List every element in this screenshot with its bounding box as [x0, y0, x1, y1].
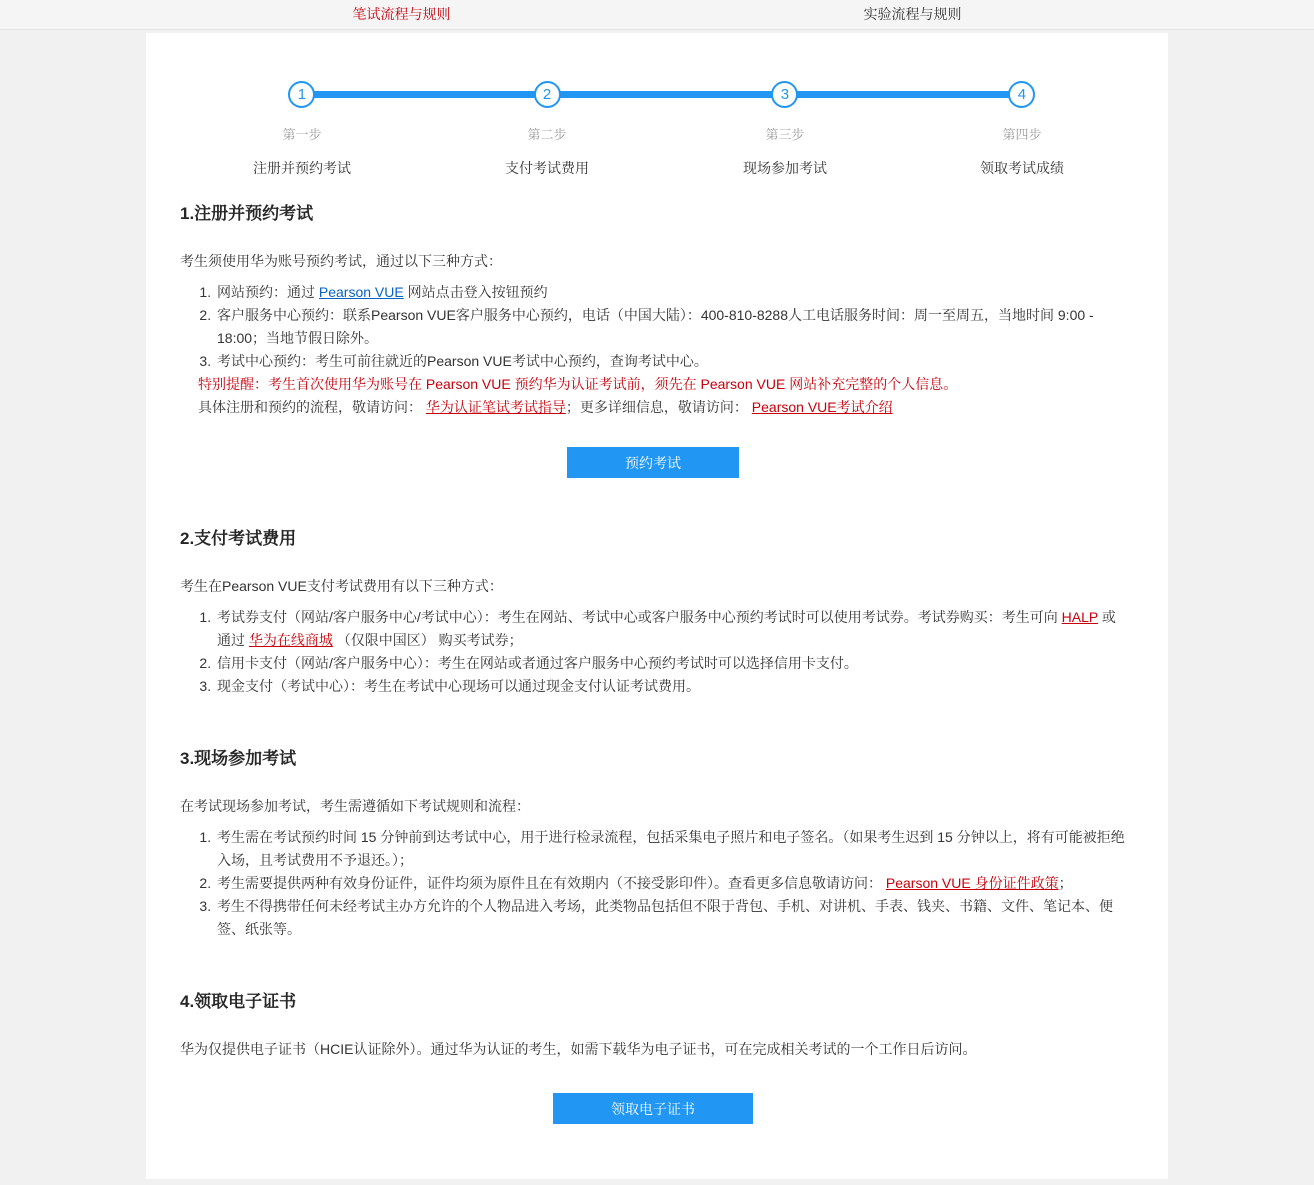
- stepper-step-3: [675, 81, 895, 178]
- list-item: 3. 考试中心预约：考生可前往就近的Pearson VUE考试中心预约，查询考试中心。: [215, 350, 1126, 373]
- more-info-text: 具体注册和预约的流程，敬请访问：: [198, 399, 426, 415]
- item-text: 或通过: [217, 609, 1116, 648]
- section-4-intro: 华为仅提供电子证书（HCIE认证除外）。通过华为认证的考生，如需下载华为电子证书，可在完成相关考试的一个工作日后访问。: [180, 1041, 977, 1057]
- step-number-label: 第二步: [527, 127, 567, 142]
- huawei-online-store-link[interactable]: 华为在线商城: [248, 632, 333, 648]
- step-circle-4: 4: [1008, 81, 1035, 108]
- item-text: （仅限中国区） 购买考试券；: [332, 632, 523, 648]
- top-tab-bar-inner: [146, 0, 1168, 29]
- section-1-title: 1.注册并预约考试: [180, 204, 314, 223]
- more-info-text: ；更多详细信息，敬请访问：: [565, 399, 752, 415]
- item-text: 网站点击登入按钮预约: [403, 284, 548, 300]
- step-name: 现场参加考试: [742, 160, 827, 176]
- step-number-label: 第一步: [282, 127, 322, 142]
- list-item: 3. 现金支付（考试中心）：考生在考试中心现场可以通过现金支付认证考试费用。: [215, 675, 1126, 698]
- list-item: 2. 客户服务中心预约：联系Pearson VUE客户服务中心预约，电话（中国大陆）：400-810-8288人工电话服务时间：周一至周五，当地时间 9:00 - 18:00；当地节假日除外。: [215, 304, 1126, 350]
- section-3-intro: 在考试现场参加考试，考生需遵循如下考试规则和流程：: [180, 798, 530, 814]
- list-item: 2. 信用卡支付（网站/客户服务中心）：考生在网站或者通过客户服务中心预约考试时可以选择信用卡支付。: [215, 652, 1126, 675]
- book-exam-button[interactable]: 预约考试: [567, 447, 739, 478]
- section-4-title: 4.领取电子证书: [180, 992, 297, 1011]
- halp-link[interactable]: HALP: [1061, 609, 1098, 625]
- more-info-line: [180, 396, 1126, 419]
- tab-lab-exam-process[interactable]: 实验流程与规则: [863, 6, 962, 22]
- section-2-list: [180, 606, 1126, 698]
- section-2-title: 2.支付考试费用: [180, 529, 297, 548]
- list-item: 1. 考生需在考试预约时间 15 分钟前到达考试中心，用于进行检录流程，包括采集电子照片和电子签名。（如果考生迟到 15 分钟以上，将有可能被拒绝入场，且考试费用不予退还。）；: [215, 826, 1126, 872]
- item-text: 网站预约：通过: [217, 284, 319, 300]
- step-circle-1: 1: [288, 81, 315, 108]
- top-tab-bar: [0, 0, 1314, 30]
- section-3-title: 3.现场参加考试: [180, 749, 297, 768]
- written-exam-guide-link[interactable]: 华为认证笔试考试指导: [425, 399, 566, 415]
- step-name: 领取考试成绩: [979, 160, 1064, 176]
- list-item: [215, 281, 1126, 304]
- pearson-vue-link[interactable]: Pearson VUE: [318, 284, 404, 300]
- pearson-vue-exam-intro-link[interactable]: Pearson VUE考试介绍: [751, 399, 893, 415]
- list-item: [215, 606, 1126, 652]
- id-policy-link[interactable]: Pearson VUE 身份证件政策: [885, 875, 1059, 891]
- list-item: 3. 考生不得携带任何未经考试主办方允许的个人物品进入考场，此类物品包括但不限于背包、手机、对讲机、手表、钱夹、书籍、文件、笔记本、便签、纸张等。: [215, 895, 1126, 941]
- get-ecert-button[interactable]: 领取电子证书: [553, 1093, 753, 1124]
- step-circle-3: 3: [771, 81, 798, 108]
- content-card: [146, 33, 1168, 1179]
- section-3-list: [180, 826, 1126, 941]
- exam-process-stepper: [146, 33, 1168, 183]
- item-text: 考试券支付（网站/客户服务中心/考试中心）：考生在网站、考试中心或客户服务中心预约考试时可以使用考试券。考试券购买：考生可向: [217, 609, 1062, 625]
- step-number-label: 第四步: [1002, 127, 1042, 142]
- tab-written-exam-process[interactable]: 笔试流程与规则: [352, 6, 451, 22]
- section-1-intro: 考生须使用华为账号预约考试，通过以下三种方式：: [180, 253, 502, 269]
- stepper-step-2: [437, 81, 657, 178]
- item-text: 考生需要提供两种有效身份证件，证件均须为原件且在有效期内（不接受影印件）。查看更多信息敬请访问：: [217, 875, 886, 891]
- section-1-list: [180, 281, 1126, 373]
- special-reminder-text: 特别提醒：考生首次使用华为账号在 Pearson VUE 预约华为认证考试前，须先在 Pearson VUE 网站补充完整的个人信息。: [198, 376, 958, 392]
- list-item: [215, 872, 1126, 895]
- step-circle-2: 2: [534, 81, 561, 108]
- step-name: 支付考试费用: [505, 160, 590, 176]
- stepper-step-4: [912, 81, 1132, 178]
- item-text: ；: [1058, 875, 1073, 891]
- page-content: [146, 199, 1168, 1124]
- stepper-step-1: [192, 81, 412, 178]
- step-number-label: 第三步: [765, 127, 805, 142]
- step-name: 注册并预约考试: [252, 160, 351, 176]
- section-2-intro: 考生在Pearson VUE支付考试费用有以下三种方式：: [180, 578, 503, 594]
